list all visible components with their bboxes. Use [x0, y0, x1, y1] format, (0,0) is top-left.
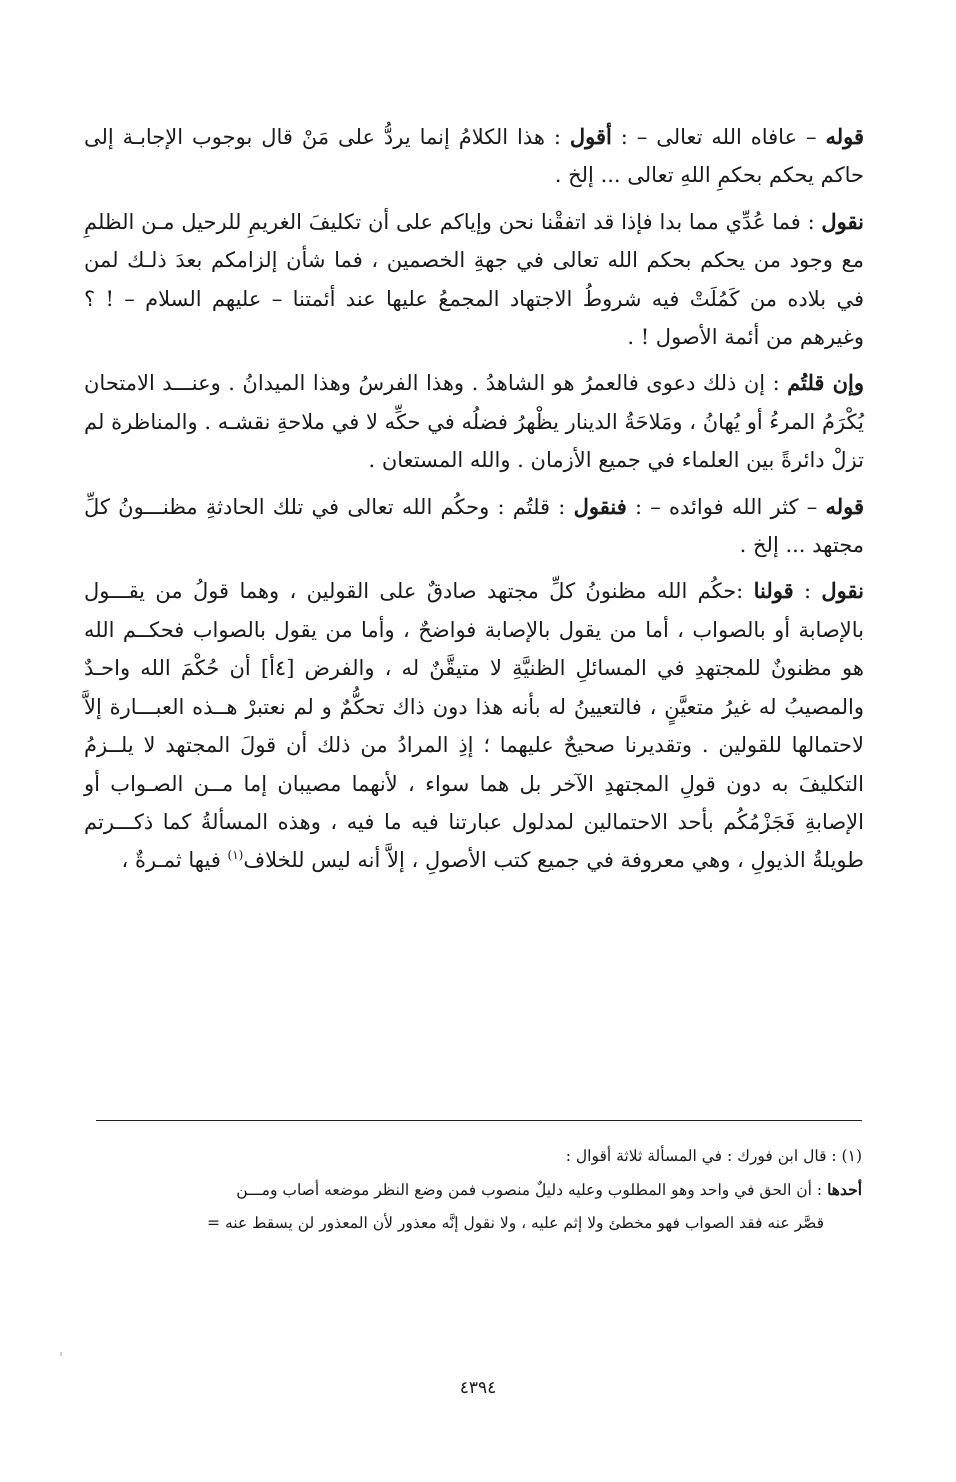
footnote-first-lead: أحدها [827, 1180, 862, 1199]
paragraph-5 [84, 572, 864, 879]
paragraph-4-text-a: – كثر الله فوائده – : [626, 494, 826, 519]
paragraph-1-text-b: : هذا الكلامُ إنما يردُّ على مَنْ قال بوجوب الإجابـة إلى حاكم يحكم بحكمِ اللهِ تعالى ... إلخ . [84, 125, 864, 188]
footnote-intro: (١) : قال ابن فورك : في المسألة ثلاثة أقوال : [565, 1147, 862, 1165]
paragraph-1-text-a: – عافاه الله تعالى – : [611, 125, 826, 149]
paragraph-2-text: : فما عُدِّي مما بدا فإذا قد اتفقْنا نحن وإياكم على أن تكليفَ الغريمِ للرحيل مـن الظلمِ مع وجود من يحكم بحكم الله تعالى في جهةِ الخصمين ، فما شأن إلزامكم بعدَ ذلـك لمن في بلاده من كَمُلَتْ فيه شروطُ الاجتهاد المجمعُ عليها عند أئمتنا – عليهم السلام – ! ؟ وغيرهم من أئمة الأصول ! . [84, 209, 864, 350]
paragraph-2 [84, 203, 864, 357]
paragraph-5-lead-2: قولنا [753, 578, 794, 604]
paragraph-2-lead: نقول [821, 208, 864, 234]
paragraph-3-text: : إن ذلك دعوى فالعمرُ هو الشاهدُ . وهذا الفرسُ وهذا الميدانُ . وعنـــد الامتحان يُكْرَمُ المرءُ أو يُهانُ ، ومَلاحَةُ الدينار يظْهرُ فضلُه في حكِّه لا في ملاحةِ نقشـه . والمناظرة لم تزلْ دائرةً بين العلماء في جميع الأزمان . والله المستعان . [84, 371, 864, 473]
paragraph-3 [84, 364, 864, 479]
footnote-separator [96, 1120, 862, 1121]
footnote-first-opinion [96, 1173, 862, 1207]
paragraph-1 [84, 118, 864, 195]
paragraph-5-lead: نقول [821, 578, 864, 604]
paragraph-4-text-b: : قلتُم : وحكُم الله تعالى في تلك الحادثةِ مظنـــونُ كلِّ مجتهد ... إلخ . [84, 494, 864, 558]
paragraph-5-text-a: : [793, 579, 822, 604]
paragraph-1-lead: قوله [825, 124, 864, 149]
footnotes [96, 1140, 862, 1240]
paragraph-4-lead: قوله [825, 493, 864, 519]
paragraph-5-text-b: :حكُم الله مظنونُ كلِّ مجتهد صادقٌ على القولين ، وهما قولُ من يقـــول بالإصابة أو بالصواب ، أما من يقول بالإصابة فواضحٌ ، وأما من يقول بالصواب فحكــم الله هو مظنونٌ للمجتهدِ في المسائلِ الظنيَّةِ لا متيقَّنٌ له ، والفرض [٤أ] أن حُكْمَ الله واحـدٌ والمصيبُ له غيرُ متعيَّنٍ ، فالتعيينُ له بأنه هذا دون ذاك تحكُّمٌ و لم نعتبرْ هــذه العبـــارة إلاَّ لاحتمالها للقولين . وتقديرنا صحيحٌ عليهما ؛ إذِ المرادُ من ذلك أن قولَ المجتهد لا يلــزمُ التكليفَ به دون قولِ المجتهدِ الآخر بل هما سواء ، لأنهما مصيبان إما مــن الصـواب أو الإصابةِ فَجَزْمُكُم بأحد الاحتمالين لمدلول عبارتنا فيه ما فيه ، وهذه المسألةُ كما ذكـــرتم طويلةُ الذيولِ ، وهي معروفة في جميع كتب الأصولِ ، إلاَّ أنه ليس للخلاف [84, 579, 864, 873]
page-number: ٤٣٩٤ [459, 1378, 497, 1398]
paragraph-3-lead: وإن قلتُم [787, 370, 864, 396]
paragraph-5-text-c: فيها ثمـرةٌ ، [121, 848, 228, 873]
margin-mark [60, 1352, 62, 1356]
footnote-first-text: : أن الحق في واحد وهو المطلوب وعليه دليلٌ منصوب فمن وضع النظر موضعه أصاب ومـــن [236, 1181, 828, 1199]
paragraph-4-lead-2: فنقول [573, 493, 627, 519]
footnote-reference[interactable]: (١) [227, 848, 244, 863]
footnote-continuation: قصَّر عنه فقد الصواب فهو مخطئ ولا إثم عليه ، ولا نقول إنَّه معذور لأن المعذور لن يسقط عنه = [207, 1214, 824, 1232]
main-text-body [84, 118, 864, 888]
paragraph-4 [84, 488, 864, 565]
paragraph-1-lead-2: أقول [569, 124, 612, 149]
